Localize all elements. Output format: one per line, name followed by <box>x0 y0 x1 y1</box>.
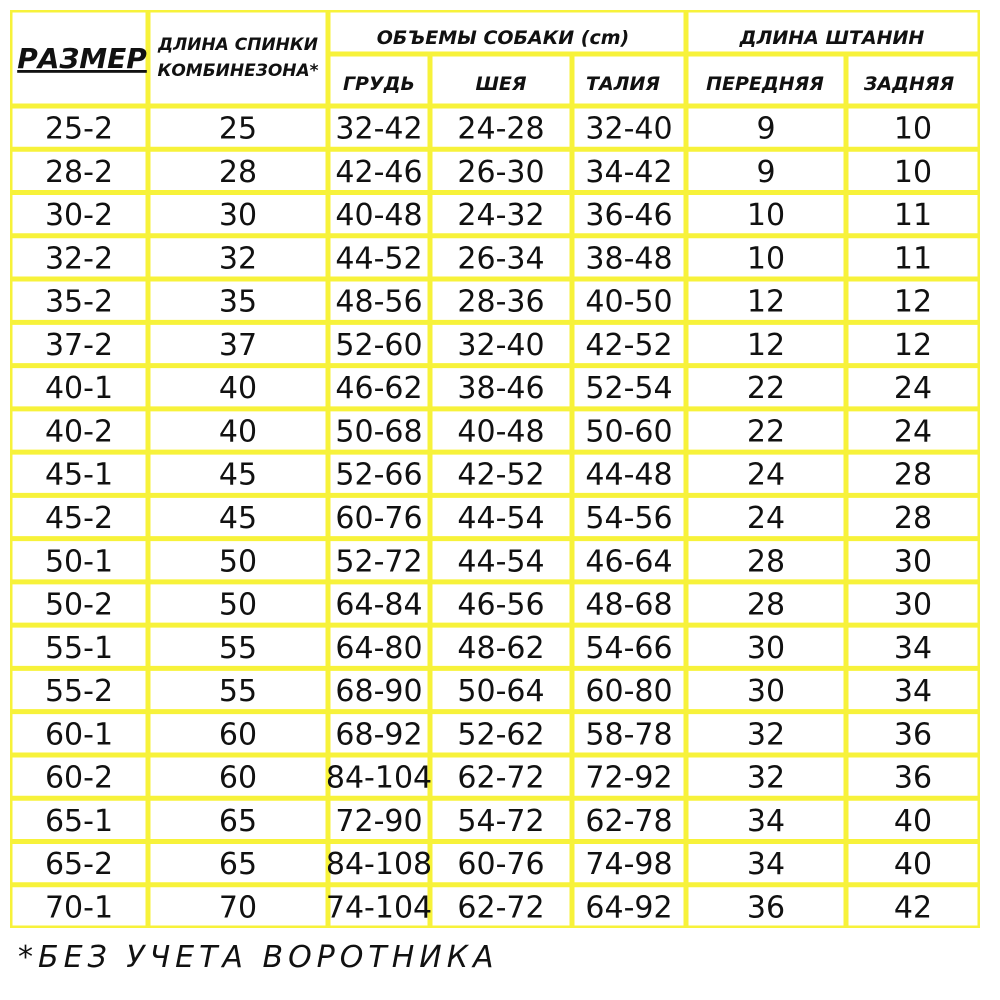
cell-waist: 36-46 <box>585 198 673 234</box>
cell-chest: 52-72 <box>335 544 423 580</box>
cell-chest: 74-104 <box>325 890 433 926</box>
cell-size: 35-2 <box>44 284 114 320</box>
header-dog-volumes: ОБЪЕМЫ СОБАКИ (cm) <box>376 27 630 49</box>
cell-chest: 42-46 <box>335 154 423 190</box>
cell-back-length: 60 <box>218 760 258 796</box>
table-row <box>45 804 932 839</box>
cell-size: 50-2 <box>44 587 114 623</box>
cell-front: 12 <box>746 327 786 363</box>
header-back-length-line1: ДЛИНА СПИНКИ <box>157 35 319 55</box>
table-row <box>45 155 932 190</box>
table-row <box>45 544 932 579</box>
cell-waist: 72-92 <box>585 760 673 796</box>
cell-chest: 50-68 <box>335 414 423 450</box>
cell-size: 37-2 <box>44 327 114 363</box>
table-row <box>45 328 932 363</box>
cell-back-length: 45 <box>218 457 258 493</box>
cell-front: 24 <box>746 501 786 536</box>
cell-waist: 40-50 <box>585 284 673 320</box>
cell-waist: 48-68 <box>585 587 673 623</box>
cell-waist: 64-92 <box>585 890 673 926</box>
cell-chest: 44-52 <box>335 241 423 277</box>
cell-back: 11 <box>893 241 933 277</box>
cell-chest: 72-90 <box>335 803 423 839</box>
header-pants-length: ДЛИНА ШТАНИН <box>739 27 925 49</box>
cell-neck: 62-72 <box>457 890 545 926</box>
cell-back: 30 <box>893 544 933 580</box>
cell-waist: 46-64 <box>585 544 673 580</box>
cell-back-length: 50 <box>218 544 258 580</box>
header-front: ПЕРЕДНЯЯ <box>706 73 824 95</box>
header-back: ЗАДНЯЯ <box>863 73 955 95</box>
cell-size: 45-2 <box>44 501 114 536</box>
cell-size: 65-1 <box>44 803 114 839</box>
cell-back: 36 <box>893 717 933 753</box>
cell-neck: 54-72 <box>457 803 545 839</box>
cell-chest: 48-56 <box>335 284 423 320</box>
cell-back-length: 32 <box>218 241 258 277</box>
cell-back-length: 55 <box>218 674 258 710</box>
cell-back-length: 25 <box>218 111 258 147</box>
cell-back-length: 37 <box>218 327 258 363</box>
cell-back: 10 <box>893 111 933 147</box>
cell-front: 10 <box>746 241 786 277</box>
cell-back: 28 <box>893 501 933 536</box>
cell-chest: 64-80 <box>335 630 423 666</box>
cell-back-length: 45 <box>218 501 258 536</box>
cell-neck: 38-46 <box>457 371 545 407</box>
cell-front: 34 <box>746 803 786 839</box>
cell-front: 32 <box>746 717 786 753</box>
cell-back-length: 65 <box>218 803 258 839</box>
cell-waist: 52-54 <box>585 371 673 407</box>
header-neck: ШЕЯ <box>475 73 527 95</box>
cell-waist: 62-78 <box>585 803 673 839</box>
table-row <box>45 371 932 406</box>
cell-chest: 60-76 <box>335 501 423 536</box>
cell-chest: 84-104 <box>325 760 433 796</box>
cell-front: 22 <box>746 371 786 407</box>
table-row <box>45 285 932 320</box>
cell-back: 42 <box>893 890 933 926</box>
cell-neck: 28-36 <box>457 284 545 320</box>
table-row <box>45 847 932 882</box>
cell-neck: 24-28 <box>457 111 545 147</box>
cell-size: 30-2 <box>44 198 114 234</box>
cell-front: 12 <box>746 284 786 320</box>
table-row <box>45 588 932 623</box>
cell-chest: 84-108 <box>325 847 433 883</box>
cell-neck: 44-54 <box>457 544 545 580</box>
cell-neck: 40-48 <box>457 414 545 450</box>
cell-waist: 38-48 <box>585 241 673 277</box>
cell-chest: 52-60 <box>335 327 423 363</box>
cell-neck: 24-32 <box>457 198 545 234</box>
cell-chest: 40-48 <box>335 198 423 234</box>
cell-size: 50-1 <box>44 544 114 580</box>
cell-chest: 64-84 <box>335 587 423 623</box>
table-row <box>45 674 932 709</box>
cell-chest: 68-90 <box>335 674 423 710</box>
cell-neck: 44-54 <box>457 501 545 536</box>
table-row <box>45 631 932 666</box>
cell-front: 32 <box>746 760 786 796</box>
size-table <box>10 10 980 928</box>
cell-size: 32-2 <box>44 241 114 277</box>
cell-back-length: 55 <box>218 630 258 666</box>
cell-size: 28-2 <box>44 154 114 190</box>
cell-front: 30 <box>746 630 786 666</box>
cell-chest: 46-62 <box>335 371 423 407</box>
cell-back: 40 <box>893 803 933 839</box>
cell-back-length: 28 <box>218 154 258 190</box>
cell-back-length: 60 <box>218 717 258 753</box>
cell-back: 28 <box>893 457 933 493</box>
table-row <box>45 761 932 796</box>
cell-waist: 74-98 <box>585 847 673 883</box>
cell-back: 24 <box>893 371 933 407</box>
cell-back-length: 40 <box>218 414 258 450</box>
cell-front: 24 <box>746 457 786 493</box>
cell-front: 9 <box>756 111 776 147</box>
cell-neck: 26-34 <box>457 241 545 277</box>
header-back-length-line2: КОМБИНЕЗОНА* <box>157 61 319 81</box>
cell-front: 36 <box>746 890 786 926</box>
cell-front: 10 <box>746 198 786 234</box>
cell-waist: 50-60 <box>585 414 673 450</box>
cell-back: 34 <box>893 630 933 666</box>
table-header <box>17 27 954 95</box>
table-row <box>45 112 932 147</box>
cell-back: 10 <box>893 154 933 190</box>
table-row <box>45 501 932 536</box>
cell-front: 34 <box>746 847 786 883</box>
table-row <box>45 717 932 752</box>
table-row <box>45 414 932 449</box>
table-row <box>45 458 932 493</box>
cell-front: 22 <box>746 414 786 450</box>
cell-waist: 34-42 <box>585 154 673 190</box>
cell-waist: 58-78 <box>585 717 673 753</box>
table-row <box>45 241 932 276</box>
cell-waist: 60-80 <box>585 674 673 710</box>
cell-back-length: 70 <box>218 890 258 926</box>
cell-back: 34 <box>893 674 933 710</box>
cell-neck: 52-62 <box>457 717 545 753</box>
cell-front: 9 <box>756 154 776 190</box>
cell-waist: 42-52 <box>585 327 673 363</box>
cell-neck: 26-30 <box>457 154 545 190</box>
cell-neck: 32-40 <box>457 327 545 363</box>
cell-size: 55-2 <box>44 674 114 710</box>
cell-waist: 32-40 <box>585 111 673 147</box>
cell-back-length: 35 <box>218 284 258 320</box>
cell-back: 11 <box>893 198 933 234</box>
cell-back-length: 30 <box>218 198 258 234</box>
cell-size: 40-2 <box>44 414 114 450</box>
cell-size: 70-1 <box>44 890 114 926</box>
cell-size: 65-2 <box>44 847 114 883</box>
cell-waist: 54-56 <box>585 501 673 536</box>
header-chest: ГРУДЬ <box>342 73 416 95</box>
cell-size: 45-1 <box>44 457 114 493</box>
cell-back: 24 <box>893 414 933 450</box>
cell-back-length: 65 <box>218 847 258 883</box>
cell-size: 25-2 <box>44 111 114 147</box>
cell-waist: 54-66 <box>585 630 673 666</box>
cell-front: 30 <box>746 674 786 710</box>
cell-back: 30 <box>893 587 933 623</box>
cell-back: 12 <box>893 327 933 363</box>
header-size: РАЗМЕР <box>17 42 147 75</box>
cell-neck: 50-64 <box>457 674 545 710</box>
cell-neck: 60-76 <box>457 847 545 883</box>
cell-front: 28 <box>746 544 786 580</box>
cell-size: 55-1 <box>44 630 114 666</box>
cell-back: 12 <box>893 284 933 320</box>
cell-neck: 46-56 <box>457 587 545 623</box>
table-row <box>45 890 932 925</box>
cell-waist: 44-48 <box>585 457 673 493</box>
cell-neck: 42-52 <box>457 457 545 493</box>
cell-chest: 68-92 <box>335 717 423 753</box>
cell-chest: 52-66 <box>335 457 423 493</box>
cell-chest: 32-42 <box>335 111 423 147</box>
table-row <box>45 198 932 233</box>
cell-size: 60-1 <box>44 717 114 753</box>
cell-neck: 48-62 <box>457 630 545 666</box>
cell-back: 40 <box>893 847 933 883</box>
cell-neck: 62-72 <box>457 760 545 796</box>
cell-size: 40-1 <box>44 371 114 407</box>
footnote: *БЕЗ УЧЕТА ВОРОТНИКА <box>18 940 499 975</box>
cell-size: 60-2 <box>44 760 114 796</box>
cell-front: 28 <box>746 587 786 623</box>
cell-back-length: 40 <box>218 371 258 407</box>
cell-back: 36 <box>893 760 933 796</box>
header-waist: ТАЛИЯ <box>586 73 660 95</box>
cell-back-length: 50 <box>218 587 258 623</box>
